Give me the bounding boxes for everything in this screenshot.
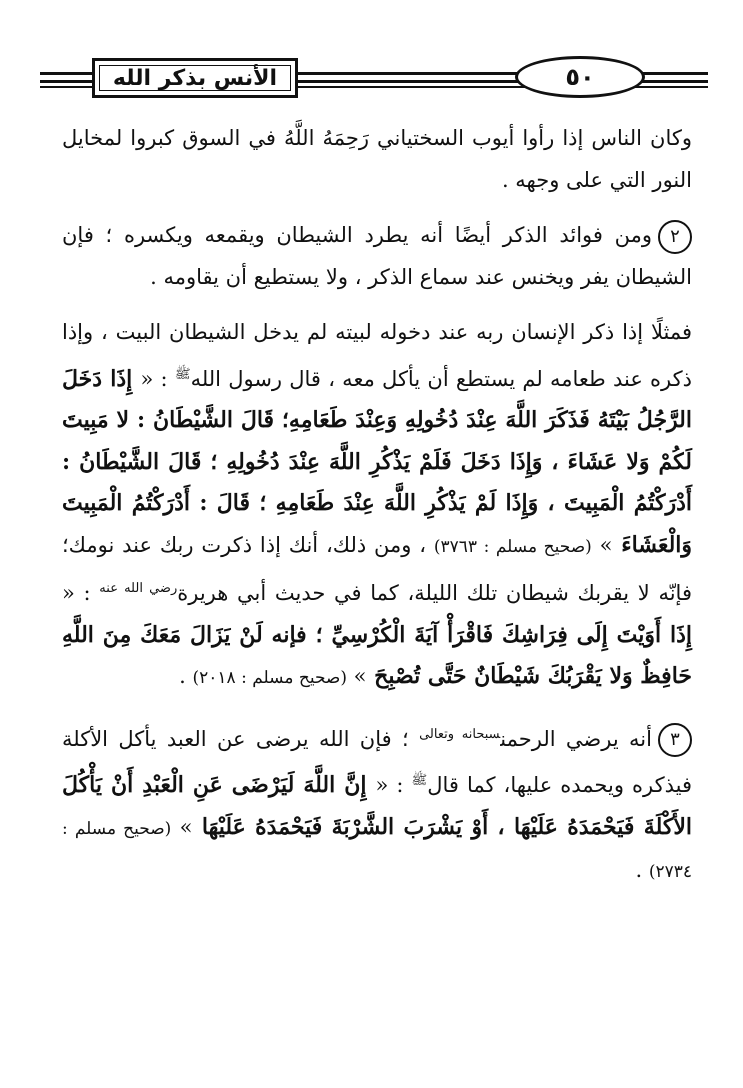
text-run: : «: [62, 581, 100, 605]
hadith-text: إِذَا دَخَلَ الرَّجُلُ بَيْتَهُ فَذَكَرَ اللَّهَ عِنْدَ دُخُولِهِ وَعِنْدَ طَعَامِهِ؛ قَالَ الشَّيْطَانُ : لا مَبِيتَ لَكُمْ وَلا عَشَاءَ ، وَإِذَا دَخَلَ فَلَمْ يَذْكُرِ اللَّهَ عِنْدَ دُخُولِهِ ؛ قَالَ الشَّيْطَانُ : أَدْرَكْتُمُ الْمَبِيتَ ، وَإِذَا لَمْ يَذْكُرِ اللَّهَ عِنْدَ طَعَامِهِ ؛ قَالَ : أَدْرَكْتُمُ الْمَبِيتَ وَالْعَشَاءَ: [62, 365, 693, 558]
citation: (صحيح مسلم : ٢٧٣٤): [62, 818, 692, 882]
page-number: ٥٠: [515, 56, 645, 98]
text-run: ؛ فإن الله يرضى عن العبد يأكل الأكلة فيذكره ويحمده عليها، كما قال: [62, 726, 692, 797]
honorific-symbol: رضي الله عنه: [99, 581, 178, 596]
citation: (صحيح مسلم : ٣٧٦٣): [433, 536, 592, 557]
page-header: [40, 56, 708, 104]
paragraph-2: [62, 215, 692, 298]
text-run: ، ومن ذلك، أنك إذا ذكرت ربك عند نومك؛ فإنّه لا يقربك شيطان تلك الليلة، كما في حديث أبي هريرة: [62, 532, 692, 605]
paragraph-1: وكان الناس إذا رأوا أيوب السختياني رَحِمَهُ اللَّهُ في السوق كبروا لمخايل النور التي على وجهه .: [62, 126, 692, 192]
honorific-symbol: ﷺ: [174, 366, 191, 382]
item-number: ٢: [658, 220, 692, 254]
item-number: ٣: [658, 723, 692, 757]
paragraph-2-text: ومن فوائد الذكر أيضًا أنه يطرد الشيطان ويقمعه ويكسره ؛ فإن الشيطان يفر ويخنس عند سماع الذكر ، ولا يستطيع أن يقاومه .: [62, 223, 692, 289]
book-title: الأنس بذكر الله: [92, 58, 298, 98]
page-body: [62, 118, 692, 894]
text-run: : «: [140, 366, 175, 391]
text-run: .: [635, 858, 649, 882]
hadith-text: إِنَّ اللَّهَ لَيَرْضَى عَنِ الْعَبْدِ أَنْ يَأْكُلَ الأَكْلَةَ فَيَحْمَدَهُ عَلَيْهَا ، أَوْ يَشْرَبَ الشَّرْبَةَ فَيَحْمَدَهُ عَلَيْهَا: [62, 772, 692, 840]
citation: (صحيح مسلم : ٢٠١٨): [192, 668, 347, 688]
honorific-symbol: ﷺ: [411, 773, 428, 788]
text-run: »: [346, 664, 367, 688]
paragraph-4: [62, 714, 692, 894]
text-run: أنه يرضي الرحمن: [500, 726, 652, 751]
paragraph-3: [62, 312, 692, 700]
text-run: : «: [375, 773, 412, 797]
hadith-text: إِذَا أَوَيْتَ إِلَى فِرَاشِكَ فَاقْرَأْ آيَةَ الْكُرْسِيِّ ؛ فإنه لَنْ يَزَالَ مَعَكَ مِنَ اللَّهِ حَافِظٌ وَلا يَقْرَبُكَ شَيْطَانٌ حَتَّى تُصْبِحَ: [62, 621, 692, 689]
text-run: فمثلًا إذا ذكر الإنسان ربه عند دخوله لبيته لم يدخل الشيطان البيت ، وإذا ذكره عند طعامه لم يستطع أن يأكل معه ، قال رسول الله: [62, 320, 692, 391]
text-run: .: [179, 664, 193, 688]
honorific-symbol: سبحانه وتعالى: [419, 726, 501, 742]
text-run: »: [591, 532, 613, 557]
text-run: »: [171, 814, 193, 839]
